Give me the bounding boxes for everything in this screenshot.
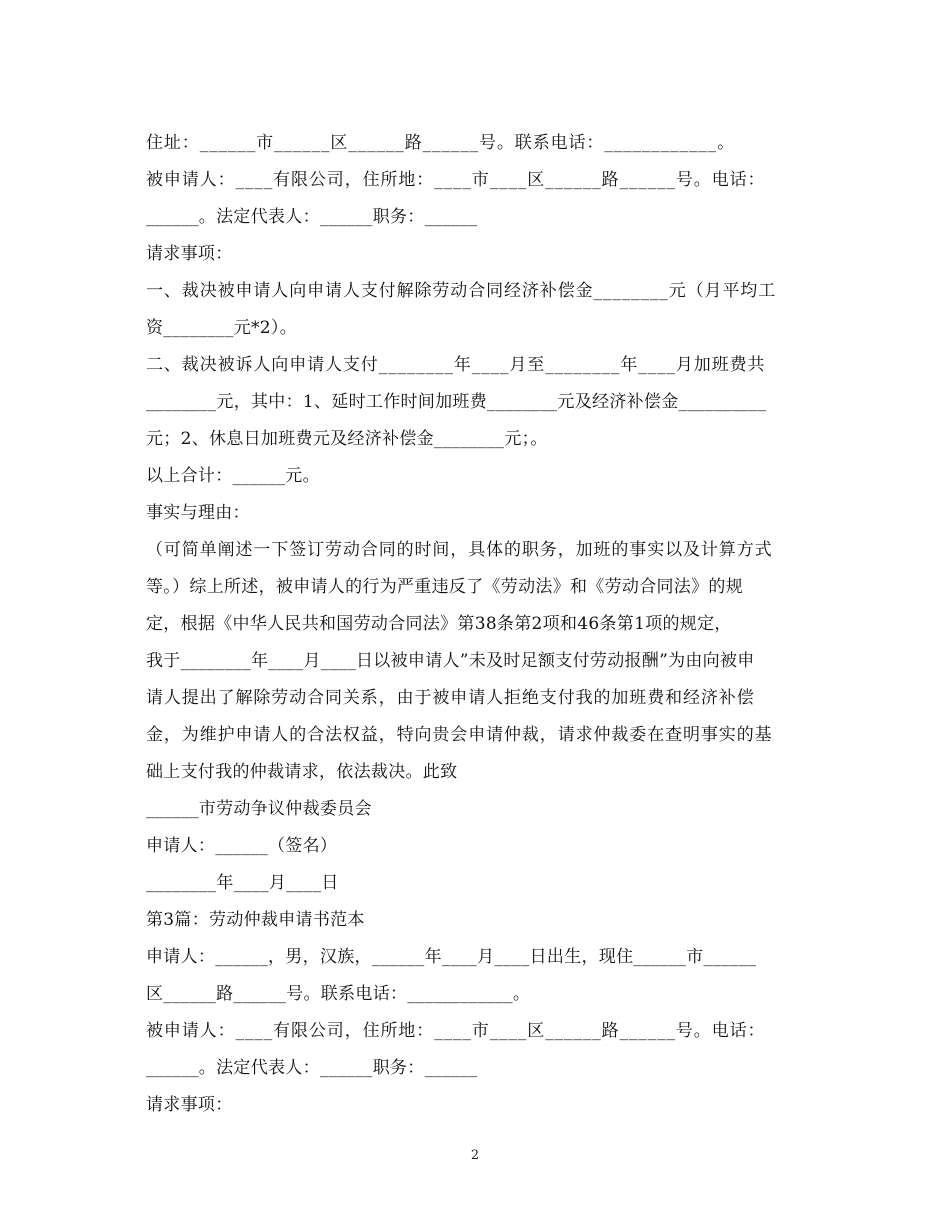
text-line-legal-rep: ______。法定代表人：______职务：______ (146, 207, 478, 227)
text-line-facts-4: 我于________年____月____日以被申请人”未及时足额支付劳动报酬”为由向被申 (146, 651, 755, 671)
text-line-claim-2-cont: ________元，其中：1、延时工作时间加班费________元及经济补偿金__________ (146, 392, 767, 412)
text-line-applicant-sign: 申请人：______（签名） (146, 836, 338, 856)
text-line-date: ________年____月____日 (146, 873, 339, 893)
text-line-address: 住址：______市______区______路______号。联系电话：____________。 (146, 133, 735, 153)
text-line-applicant: 申请人：______，男，汉族，______年____月____日出生，现住______市______ (146, 947, 757, 967)
text-line-facts-1: （可简单阐述一下签订劳动合同的时间，具体的职务，加班的事实以及计算方式 (146, 540, 773, 560)
text-line-claim-1: 一、裁决被申请人向申请人支付解除劳动合同经济补偿金________元（月平均工 (146, 281, 777, 301)
text-line-facts-5: 请人提出了解除劳动合同关系，由于被申请人拒绝支付我的加班费和经济补偿 (146, 688, 755, 708)
text-line-legal-rep-2: ______。法定代表人：______职务：______ (146, 1058, 478, 1078)
text-line-claim-2-end: 元；2、休息日加班费元及经济补偿金________元；。 (146, 429, 548, 449)
text-line-facts-2: 等。）综上所述，被申请人的行为严重违反了《劳动法》和《劳动合同法》的规 (146, 577, 743, 597)
text-line-respondent: 被申请人：____有限公司，住所地：____市____区______路______号。电话： (146, 170, 766, 190)
text-line-recipient: ______市劳动争议仲裁委员会 (146, 799, 372, 819)
text-line-claim-2: 二、裁决被诉人向申请人支付________年____月至________年____月加班费共 (146, 355, 766, 375)
text-line-facts-7: 础上支付我的仲裁请求，依法裁决。此致 (146, 762, 458, 782)
text-line-facts-6: 金，为维护申请人的合法权益，特向贵会申请仲裁，请求仲裁委在查明事实的基 (146, 725, 773, 745)
text-line-respondent-2: 被申请人：____有限公司，住所地：____市____区______路______号。电话： (146, 1021, 766, 1041)
section-title: 第3篇：劳动仲裁申请书范本 (146, 910, 365, 930)
text-line-facts-heading: 事实与理由： (146, 503, 250, 523)
text-line-total: 以上合计：______元。 (146, 466, 320, 486)
text-line-claim-1-cont: 资________元*2）。 (146, 318, 298, 338)
text-line-applicant-address: 区______路______号。联系电话：____________。 (146, 984, 531, 1004)
text-line-claims-heading-2: 请求事项： (146, 1095, 233, 1115)
text-line-claims-heading: 请求事项： (146, 244, 233, 264)
page-number: 2 (470, 1148, 480, 1163)
text-line-facts-3: 定，根据《中华人民共和国劳动合同法》第38条第2项和46条第1项的规定， (146, 614, 732, 634)
